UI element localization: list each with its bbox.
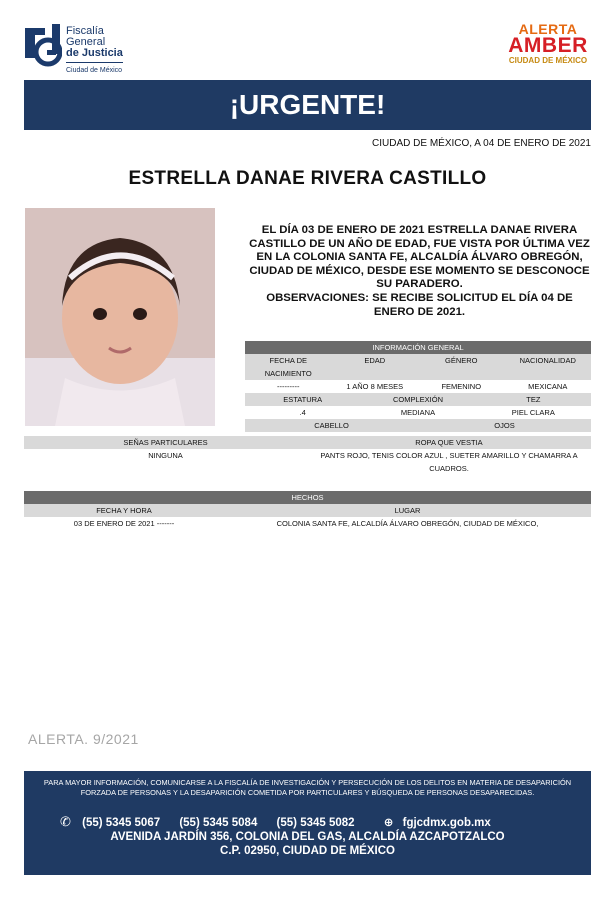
fgj-line2: General (66, 36, 106, 48)
description (248, 224, 591, 319)
fgj-logo (24, 22, 164, 76)
value-place: COLONIA SANTA FE, ALCALDÍA ÁLVARO OBREGÓN, CIUDAD DE MÉXICO, (276, 519, 539, 528)
header-build: COMPLEXIÓN (392, 395, 443, 404)
hechos-values (24, 517, 591, 530)
info-row1-values (245, 380, 591, 393)
header-gender: GÉNERO (444, 356, 478, 365)
particulares-table (24, 436, 591, 475)
value-nationality: MEXICANA (528, 382, 568, 391)
amber-line3: CIUDAD DE MÉXICO (508, 56, 588, 65)
urgent-banner: ¡URGENTE! (24, 80, 591, 130)
observations-text: OBSERVACIONES: SE RECIBE SOLICITUD EL DÍA 04 DE ENERO DE 2021. (266, 291, 573, 318)
header-height: ESTATURA (283, 395, 323, 404)
header-date-time: FECHA Y HORA (96, 506, 152, 515)
web-icon: ⊕ (383, 817, 394, 829)
header-eyes: OJOS (494, 421, 515, 430)
amber-line2: AMBER (508, 34, 588, 57)
value-distinguishing-marks: NINGUNA (148, 451, 183, 460)
value-gender: FEMENINO (441, 382, 482, 391)
particulares-headers (24, 436, 591, 449)
header-birthdate: FECHA DE NACIMIENTO (264, 356, 312, 378)
address-line2: C.P. 02950, CIUDAD DE MÉXICO (220, 845, 395, 857)
dateline: CIUDAD DE MÉXICO, A 04 DE ENERO DE 2021 (372, 138, 591, 149)
address-line1: AVENIDA JARDÍN 356, COLONIA DEL GAS, ALCALDÍA AZCAPOTZALCO (110, 831, 505, 843)
hechos-headers (24, 504, 591, 517)
phone-1[interactable]: (55) 5345 5067 (82, 817, 161, 829)
missing-person-name: ESTRELLA DANAE RIVERA CASTILLO (128, 168, 487, 189)
header-place: LUGAR (394, 506, 421, 515)
header-distinguishing-marks: SEÑAS PARTICULARES (123, 438, 208, 447)
header-complexion: TEZ (526, 395, 541, 404)
info-row2-values (245, 406, 591, 419)
value-complexion: PIEL CLARA (511, 408, 555, 417)
particulares-values (24, 449, 591, 475)
amber-line1: ALERTA (518, 21, 578, 37)
missing-person-photo (25, 208, 215, 426)
value-age: 1 AÑO 8 MESES (346, 382, 404, 391)
value-build: MEDIANA (400, 408, 436, 417)
fgj-sub: Ciudad de México (66, 62, 123, 76)
description-text: EL DÍA 03 DE ENERO DE 2021 ESTRELLA DANAE RIVERA CASTILLO DE UN AÑO DE EDAD, FUE VISTA POR ÚLTIMA VEZ EN LA COLONIA SANTA FE, ALCALDÍA ÁLVARO OBREGÓN, CIUDAD DE MÉXICO, DESDE ESE MOMENTO SE DESCONOCE SU PARADERO. (249, 224, 590, 291)
header-clothing: ROPA QUE VESTIA (415, 438, 483, 447)
footer-info: PARA MAYOR INFORMACIÓN, COMUNICARSE A LA FISCALÍA DE INVESTIGACIÓN Y PERSECUCIÓN DE LOS DELITOS EN MATERIA DE DESAPARICIÓN FORZADA DE PERSONAS Y LA DESAPARICIÓN COMETIDA POR PARTICULARES Y BÚSQUEDA DE PERSONAS DESAPARECIDAS. (43, 778, 572, 797)
hechos-title: HECHOS (24, 491, 591, 504)
footer (24, 771, 591, 875)
value-date-time: 03 DE ENERO DE 2021 ------- (73, 519, 175, 528)
fgj-line1: Fiscalía (66, 25, 104, 37)
header-nationality: NACIONALIDAD (519, 356, 576, 365)
fgj-line3: de Justicia (66, 47, 123, 59)
alerta-amber-logo (504, 22, 592, 78)
alert-number: ALERTA. 9/2021 (28, 731, 139, 747)
contact-row (60, 814, 560, 830)
phone-3[interactable]: (55) 5345 5082 (276, 817, 355, 829)
value-clothing: PANTS ROJO, TENIS COLOR AZUL , SUETER AMARILLO Y CHAMARRA A CUADROS. (320, 451, 578, 473)
child-photo-icon (25, 208, 215, 426)
header-age: EDAD (364, 356, 386, 365)
phone-2[interactable]: (55) 5345 5084 (179, 817, 258, 829)
phone-icon: ✆ (60, 814, 71, 829)
info-general-table (245, 341, 591, 445)
address (24, 830, 591, 858)
value-height: .4 (299, 408, 306, 417)
info-row1-headers (245, 354, 591, 380)
fgj-emblem-icon (24, 22, 62, 72)
info-general-title: INFORMACIÓN GENERAL (245, 341, 591, 354)
hechos-table (24, 491, 591, 530)
info-row3-headers (245, 419, 591, 432)
header-hair: CABELLO (314, 421, 349, 430)
value-birthdate: --------- (277, 382, 300, 391)
fgj-text (66, 26, 123, 76)
info-row2-headers (245, 393, 591, 406)
website-link[interactable]: fgjcdmx.gob.mx (402, 817, 491, 829)
